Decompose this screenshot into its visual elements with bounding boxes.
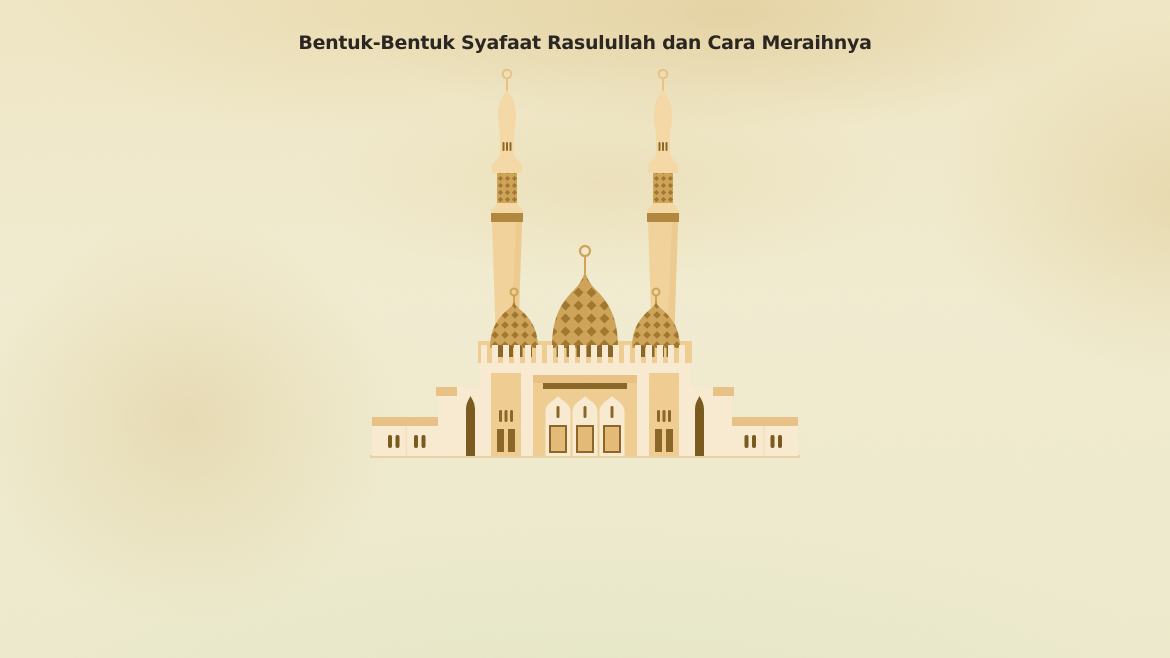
central-dome	[552, 246, 618, 348]
left-step-pillar	[436, 387, 459, 456]
right-side-pillar	[690, 387, 713, 456]
left-side-pillar	[457, 387, 480, 456]
right-wing	[732, 417, 798, 456]
right-minaret	[647, 70, 679, 346]
slide-title: Bentuk-Bentuk Syafaat Rasulullah dan Cara Meraihnya	[298, 32, 872, 54]
right-tower	[649, 373, 679, 456]
right-step-pillar	[711, 387, 734, 456]
main-building	[480, 363, 690, 456]
mosque-illustration	[370, 55, 800, 458]
left-minaret	[491, 70, 523, 346]
left-tower	[491, 373, 521, 456]
door-niches	[546, 396, 625, 456]
parapet-teeth	[481, 345, 690, 363]
left-wing	[372, 417, 438, 456]
